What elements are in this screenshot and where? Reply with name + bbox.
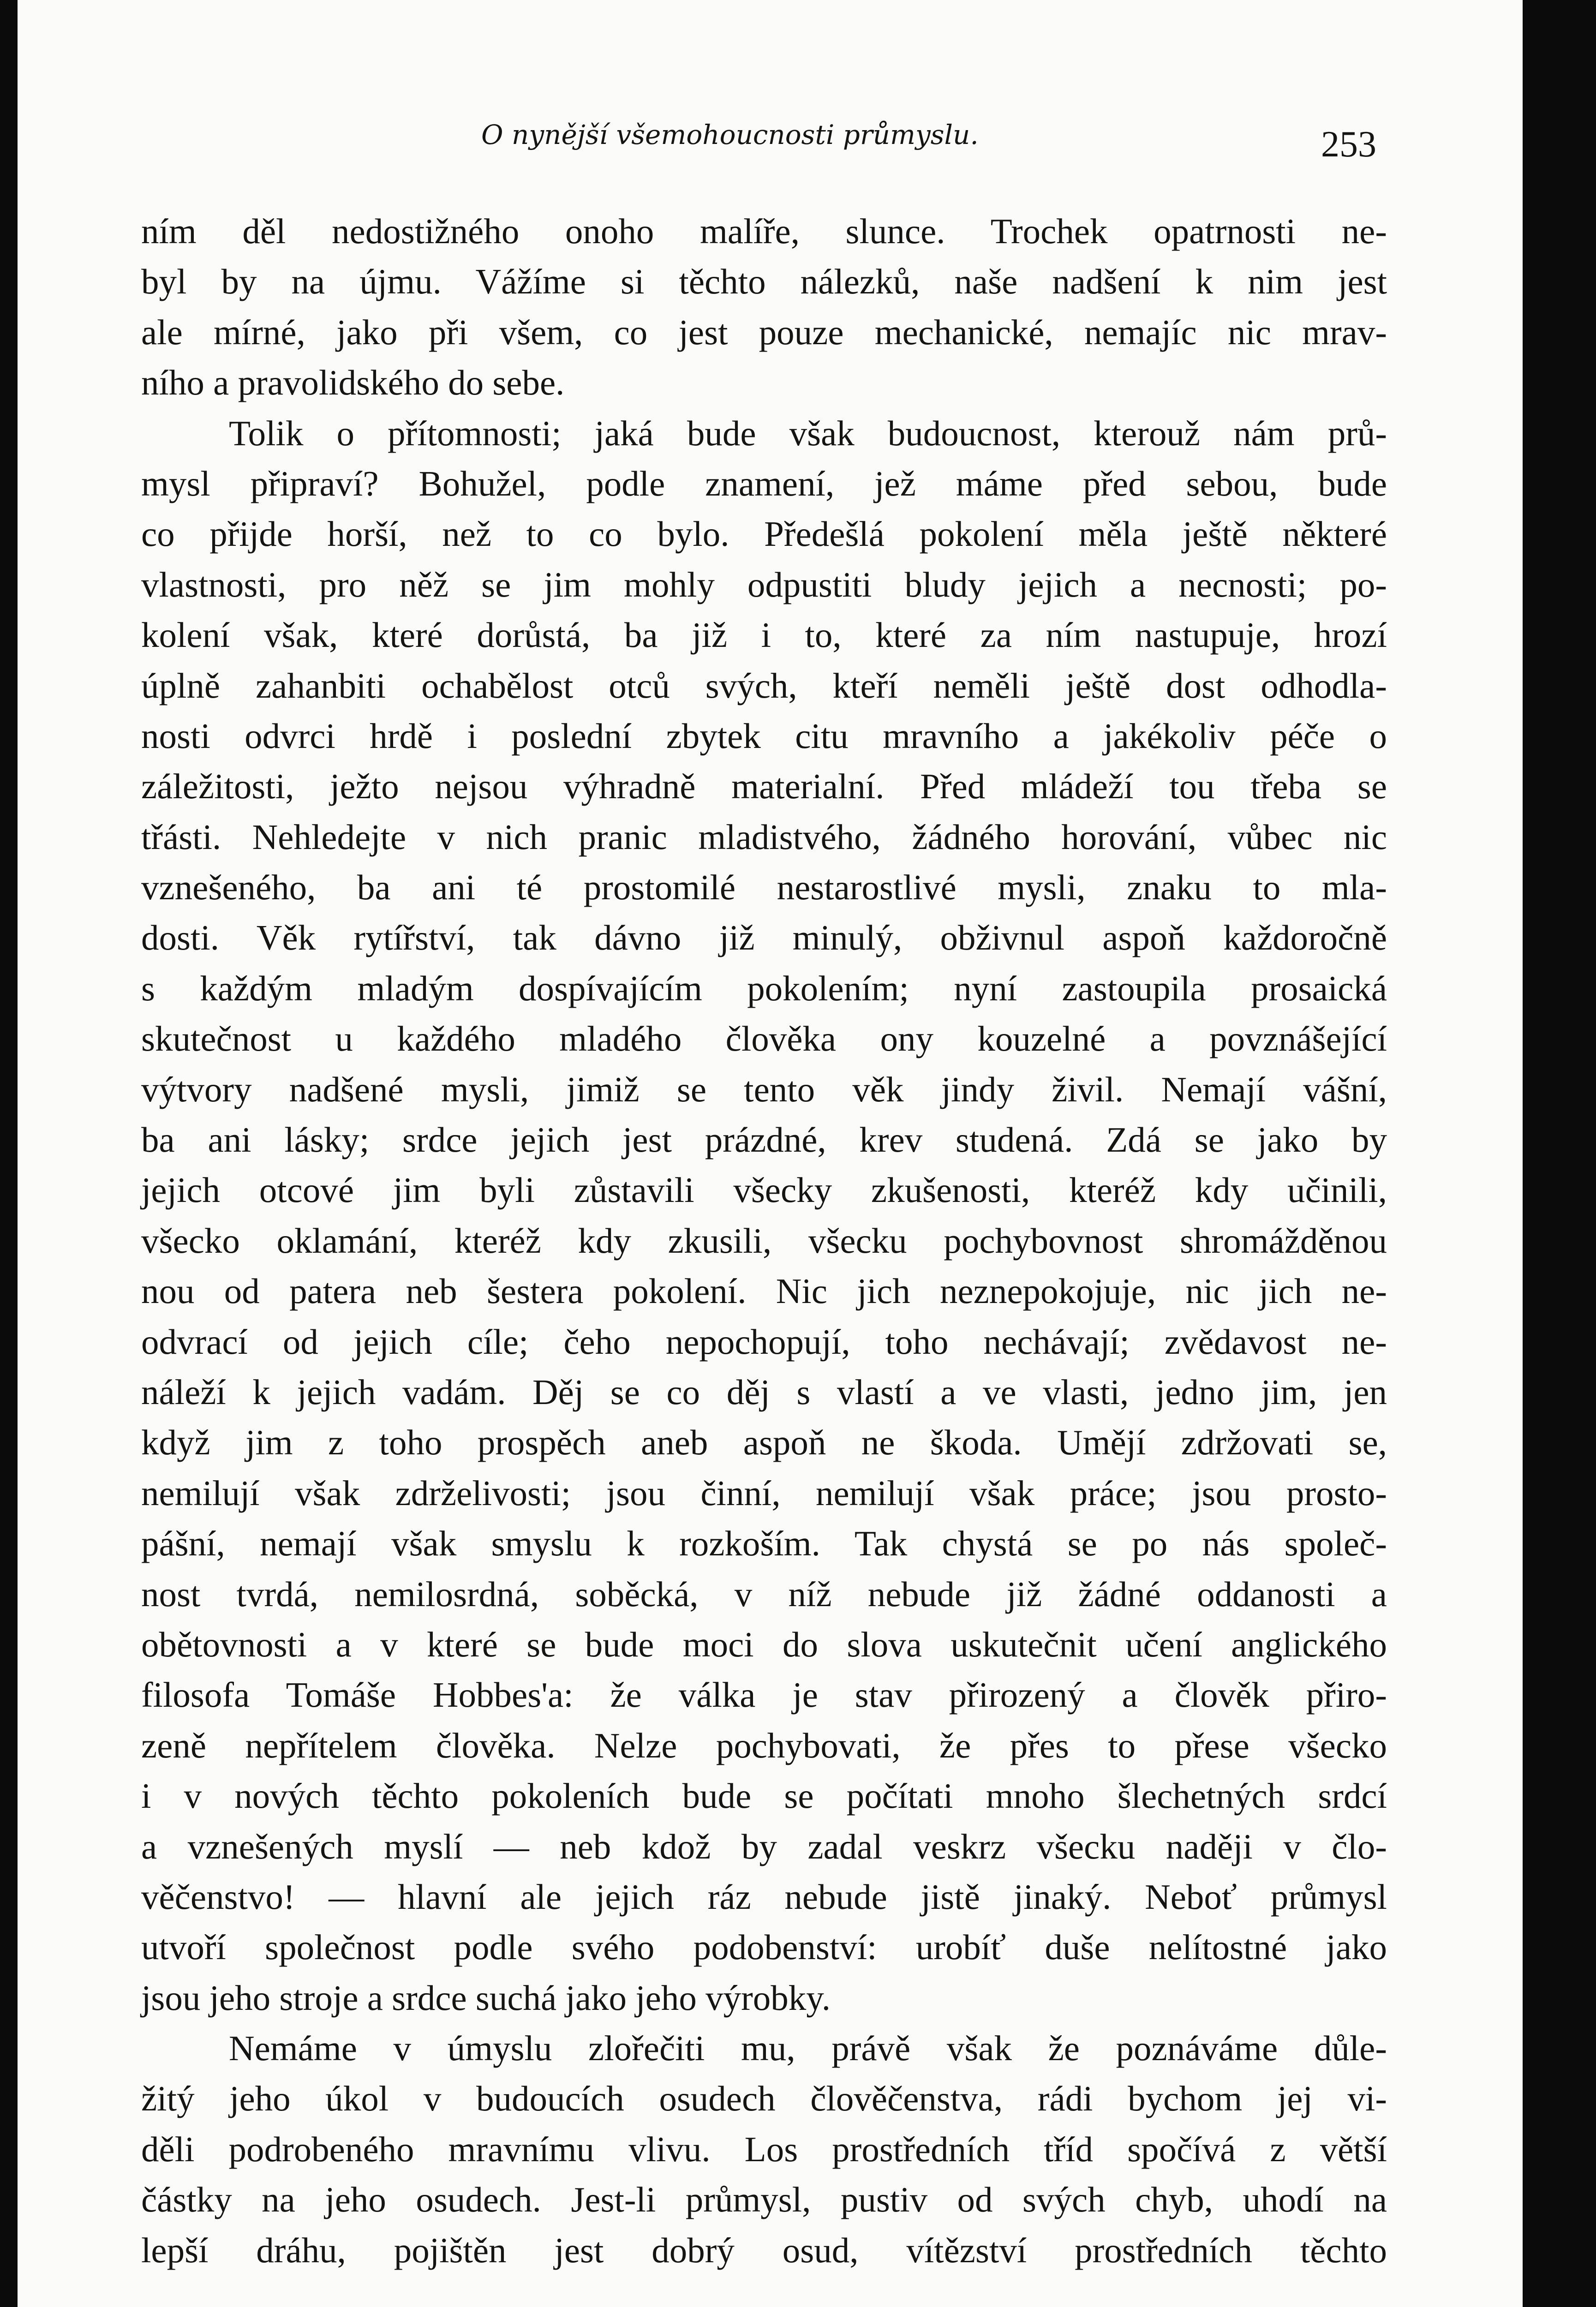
text-line: co přijde horší, než to co bylo. Předešlá pokolení měla ještě některé [141,514,1387,554]
text-line: když jim z toho prospěch aneb aspoň ne škoda. Umějí zdržovati se, [141,1422,1387,1463]
text-line: děli podrobeného mravnímu vlivu. Los prostředních tříd spočívá z větší [141,2129,1387,2169]
text-line: třásti. Nehledejte v nich pranic mladistvého, žádného horování, vůbec nic [141,817,1387,857]
text-line: s každým mladým dospívajícím pokolením; nyní zastoupila prosaická [141,968,1387,1008]
book-page [18,0,1523,2307]
text-line: mysl připraví? Bohužel, podle znamení, jež máme před sebou, bude [141,463,1387,503]
text-line: úplně zahanbiti ochabělost otců svých, kteří neměli ještě dost odhodla- [141,665,1387,705]
body-text [141,206,1387,2276]
text-line: lepší dráhu, pojištěn jest dobrý osud, vítězství prostředních těchto [141,2230,1387,2270]
text-line: nou od patera neb šestera pokolení. Nic jich neznepokojuje, nic jich ne- [141,1271,1387,1311]
running-title: O nynější všemohoucnosti průmyslu. [481,119,979,150]
text-line: ního a pravolidského do sebe. [141,363,565,403]
text-line: vznešeného, ba ani té prostomilé nestarostlivé mysli, znaku to mla- [141,867,1387,908]
text-line: ba ani lásky; srdce jejich jest prázdné, krev studená. Zdá se jako by [141,1120,1387,1160]
text-line: ale mírné, jako při všem, co jest pouze mechanické, nemajíc nic mrav- [141,312,1387,352]
scan-border-right [1523,0,1596,2307]
text-line: všecko oklamání, kteréž kdy zkusili, všecku pochybovnost shromážděnou [141,1220,1387,1261]
text-line: utvoří společnost podle svého podobenství: urobíť duše nelítostné jako [141,1927,1387,1967]
text-line: pášní, nemají však smyslu k rozkoším. Tak chystá se po nás společ- [141,1524,1387,1564]
text-line: Tolik o přítomnosti; jaká bude však budoucnost, kterouž nám prů- [229,413,1387,453]
text-line: Nemáme v úmyslu zlořečiti mu, právě však že poznáváme důle- [229,2028,1387,2068]
text-line: a vznešených myslí — neb kdož by zadal veskrz všecku naději v člo- [141,1826,1387,1866]
text-line: obětovnosti a v které se bude moci do slova uskutečnit učení anglického [141,1624,1387,1664]
page-number: 253 [1321,124,1376,165]
text-line: náleží k jejich vadám. Děj se co děj s vlastí a ve vlasti, jedno jim, jen [141,1372,1387,1412]
text-line: věčenstvo! — hlavní ale jejich ráz nebude jistě jinaký. Neboť průmysl [141,1877,1387,1917]
text-line: odvrací od jejich cíle; čeho nepochopují, toho nechávají; zvědavost ne- [141,1321,1387,1362]
text-line: jsou jeho stroje a srdce suchá jako jeho výrobky. [141,1978,831,2018]
text-line: zeně nepřítelem člověka. Nelze pochybovati, že přes to přese všecko [141,1725,1387,1765]
text-line: záležitosti, ježto nejsou výhradně materialní. Před mládeží tou třeba se [141,766,1387,807]
text-line: jejich otcové jim byli zůstavili všecky zkušenosti, kteréž kdy učinili, [141,1170,1387,1210]
text-line: nost tvrdá, nemilosrdná, soběcká, v níž nebude již žádné oddanosti a [141,1574,1387,1614]
text-line: částky na jeho osudech. Jest-li průmysl, pustiv od svých chyb, uhodí na [141,2180,1387,2220]
text-line: i v nových těchto pokoleních bude se počítati mnoho šlechetných srdcí [141,1776,1387,1816]
page-header [481,119,1376,174]
text-line: vlastnosti, pro něž se jim mohly odpustiti bludy jejich a necnosti; po- [141,564,1387,604]
text-line: dosti. Věk rytířství, tak dávno již minulý, obživnul aspoň každoročně [141,918,1387,958]
text-line: výtvory nadšené mysli, jimiž se tento věk jindy živil. Nemají vášní, [141,1069,1387,1109]
text-line: nosti odvrci hrdě i poslední zbytek citu mravního a jakékoliv péče o [141,716,1387,756]
scan-border-left [0,0,18,2307]
text-line: nemilují však zdrželivosti; jsou činní, nemilují však práce; jsou prosto- [141,1473,1387,1513]
text-line: skutečnost u každého mladého člověka ony kouzelné a povznášející [141,1019,1387,1059]
text-line: filosofa Tomáše Hobbes'a: že válka je stav přirozený a člověk přiro- [141,1675,1387,1715]
text-line: ním děl nedostižného onoho malíře, slunce. Trochek opatrnosti ne- [141,211,1387,251]
text-line: byl by na újmu. Vážíme si těchto nálezků, naše nadšení k nim jest [141,262,1387,302]
text-line: kolení však, které dorůstá, ba již i to, které za ním nastupuje, hrozí [141,615,1387,655]
text-line: žitý jeho úkol v budoucích osudech člověčenstva, rádi bychom jej vi- [141,2079,1387,2119]
